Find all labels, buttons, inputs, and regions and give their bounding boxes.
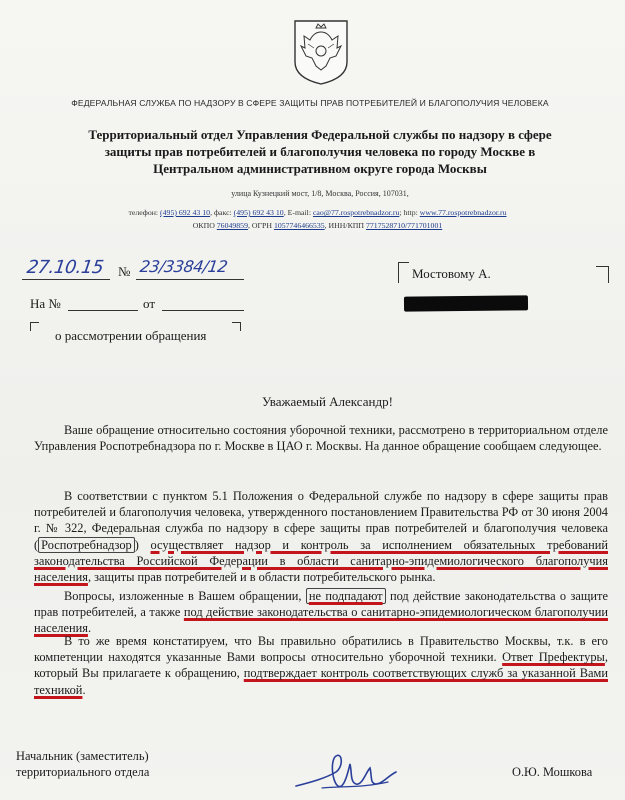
inn-kpp-value: 7717528710/771701001 xyxy=(366,221,443,230)
greeting: Уважаемый Александр! xyxy=(262,394,393,409)
phone-label: телефон: xyxy=(128,208,159,217)
highlighted-phrase: подтверждает контроль соответствующих служб за указанной Вами техникой xyxy=(34,666,608,697)
paragraph-3-text: Вопросы, изложенные в Вашем обращении, xyxy=(64,589,306,603)
paragraph-2-text: В соответствии с пунктом 5.1 Положения о Федеральной службе по надзору в сфере защиты прав потребителей и благополучия человека, утвержденного постановлением Правительства РФ от 30 июня 2004 г. № 322, Федеральная служба по надзору в сфере защиты прав потребителей и благополучия человека ( xyxy=(34,489,608,552)
fax-label: , факс: xyxy=(210,208,232,217)
highlighted-phrase: под действие законодательства о санитарно-эпидемиологическом благополучии населения xyxy=(34,605,608,636)
contact-line xyxy=(20,208,615,217)
department-title-line: защиты прав потребителей и благополучия человека по городу Москве в xyxy=(104,144,536,159)
signatory-title xyxy=(16,748,149,780)
subject-bracket-left xyxy=(30,322,39,331)
okpo-label: ОКПО xyxy=(192,221,215,230)
date-underline xyxy=(22,279,110,280)
paragraph-3 xyxy=(34,588,608,637)
paragraph-2 xyxy=(34,488,608,585)
inn-label: , ИНН/КПП xyxy=(324,221,365,230)
handwritten-signature xyxy=(292,742,402,794)
recipient-name: Мостовому А. xyxy=(412,266,491,281)
fax-number[interactable]: (495) 692 43 10 xyxy=(233,208,284,217)
email-link[interactable]: cao@77.rospotrebnadzor.ru xyxy=(312,208,400,217)
signatory-title-line: Начальник (заместитель) xyxy=(16,749,149,763)
ogrn-label: , ОГРН xyxy=(247,221,272,230)
paragraph-3-text: под действие законодательства о защите прав потребителей, а также xyxy=(34,589,608,620)
paragraph-2-text: , защиты прав потребителей и в области потребительского рынка. xyxy=(87,570,436,585)
http-label: ; http: xyxy=(399,208,418,217)
number-label: № xyxy=(118,264,131,279)
department-title-line: Территориальный отдел Управления Федеральной службы по надзору в сфере xyxy=(88,127,552,142)
highlighted-phrase: осуществляет надзор и контроль за исполнением обязательных требований законодательства Российской Федерации в области санитарно-эпидемиологического благополучия населения xyxy=(34,537,608,585)
agency-name: ФЕДЕРАЛЬНАЯ СЛУЖБА ПО НАДЗОРУ В СФЕРЕ ЗАЩИТЫ ПРАВ ПОТРЕБИТЕЛЕЙ И БЛАГОПОЛУЧИЯ ЧЕЛОВЕКА xyxy=(71,98,549,108)
highlighted-phrase: Ответ Префектуры xyxy=(502,650,605,665)
number-underline xyxy=(136,279,244,280)
handwritten-number: 23/3384/12 xyxy=(138,257,229,276)
address: улица Кузнецкий мост, 1/8, Москва, Россия, 107031, xyxy=(231,189,409,198)
paragraph-4-text: В то же время констатируем, что Вы правильно обратились в Правительство Москвы, т.к. в его компетенции находятся указанные Вами вопросы относительно уборочной техники. xyxy=(34,634,608,665)
paragraph-4-text: , который Вы прилагаете к обращению, xyxy=(34,650,608,681)
ref-number-line xyxy=(68,310,138,311)
recipient-bracket-left xyxy=(398,262,409,283)
phone-number[interactable]: (495) 692 43 10 xyxy=(160,208,211,217)
registry-codes xyxy=(20,221,615,230)
subject-bracket-right xyxy=(232,322,241,331)
ogrn-value: 1057746466535 xyxy=(273,221,325,230)
paragraph-3-text: . xyxy=(87,621,92,636)
handwritten-date: 27.10.15 xyxy=(25,257,105,278)
subject-line: о рассмотрении обращения xyxy=(55,328,207,343)
signatory-name: О.Ю. Мошкова xyxy=(512,765,593,779)
paragraph-4 xyxy=(34,633,608,698)
russian-coat-of-arms-icon xyxy=(292,18,350,86)
highlighted-phrase: не подпадают xyxy=(306,588,386,604)
recipient-bracket-right xyxy=(596,266,609,283)
ref-number-label: На № xyxy=(30,296,61,311)
paragraph-1: Ваше обращение относительно состояния уборочной техники, рассмотрено в территориальном отделе Управления Роспотребнадзора по г. Москве в ЦАО г. Москвы. На данное обращение сообщаем следующее. xyxy=(34,423,608,454)
email-label: , E-mail: xyxy=(283,208,311,217)
okpo-value: 76049859 xyxy=(216,221,248,230)
website-link[interactable]: www.77.rospotrebnadzor.ru xyxy=(419,208,507,217)
paragraph-4-text: . xyxy=(82,682,86,697)
paragraph-2-text: ) xyxy=(134,537,151,552)
boxed-term: Роспотребнадзор xyxy=(38,537,135,553)
department-title-line: Центральном административном округе города Москвы xyxy=(153,161,487,176)
redacted-address xyxy=(404,295,528,311)
ref-date-label: от xyxy=(143,296,156,311)
signatory-title-line: территориального отдела xyxy=(16,765,150,779)
ref-date-line xyxy=(162,310,244,311)
department-title xyxy=(40,126,600,177)
